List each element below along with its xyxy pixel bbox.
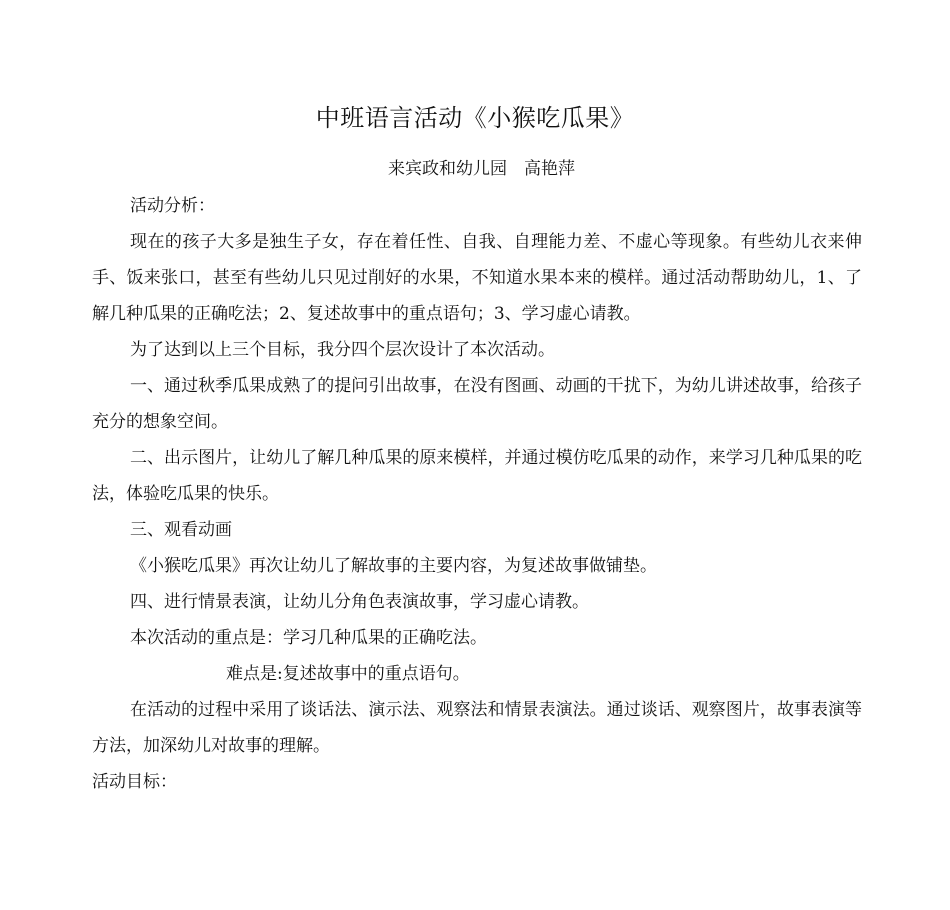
section-heading-analysis: 活动分析： (130, 196, 215, 216)
paragraph-step-three-detail: 《小猴吃瓜果》再次让幼儿了解故事的主要内容，为复述故事做铺垫。 (130, 556, 657, 576)
paragraph-background: 现在的孩子大多是独生子女，存在着任性、自我、自理能力差、不虚心等现象。有些幼儿衣来伸手、饭来张口，甚至有些幼儿只见过削好的水果，不知道水果本来的模样。通过活动帮助幼儿，1、了解几种瓜果的正确吃法；2、复述故事中的重点语句；3、学习虚心请教。 (92, 232, 862, 324)
paragraph-difficulty: 难点是:复述故事中的重点语句。 (226, 664, 470, 684)
section-heading-goals: 活动目标： (92, 772, 177, 792)
paragraph-step-two: 二、出示图片，让幼儿了解几种瓜果的原来模样，并通过模仿吃瓜果的动作，来学习几种瓜果的吃法，体验吃瓜果的快乐。 (92, 448, 862, 504)
paragraph-step-one: 一、通过秋季瓜果成熟了的提问引出故事，在没有图画、动画的干扰下，为幼儿讲述故事，给孩子充分的想象空间。 (92, 376, 862, 432)
document-body (92, 188, 862, 800)
document-author: 来宾政和幼儿园 高艳萍 (388, 159, 575, 179)
paragraph-design-overview: 为了达到以上三个目标，我分四个层次设计了本次活动。 (130, 340, 555, 360)
document-title: 中班语言活动《小猴吃瓜果》 (315, 104, 635, 132)
paragraph-methods: 在活动的过程中采用了谈话法、演示法、观察法和情景表演法。通过谈话、观察图片，故事表演等方法，加深幼儿对故事的理解。 (92, 700, 862, 756)
paragraph-key-point: 本次活动的重点是：学习几种瓜果的正确吃法。 (130, 628, 487, 648)
paragraph-step-four: 四、进行情景表演，让幼儿分角色表演故事，学习虚心请教。 (130, 592, 589, 612)
paragraph-step-three: 三、观看动画 (130, 520, 232, 540)
